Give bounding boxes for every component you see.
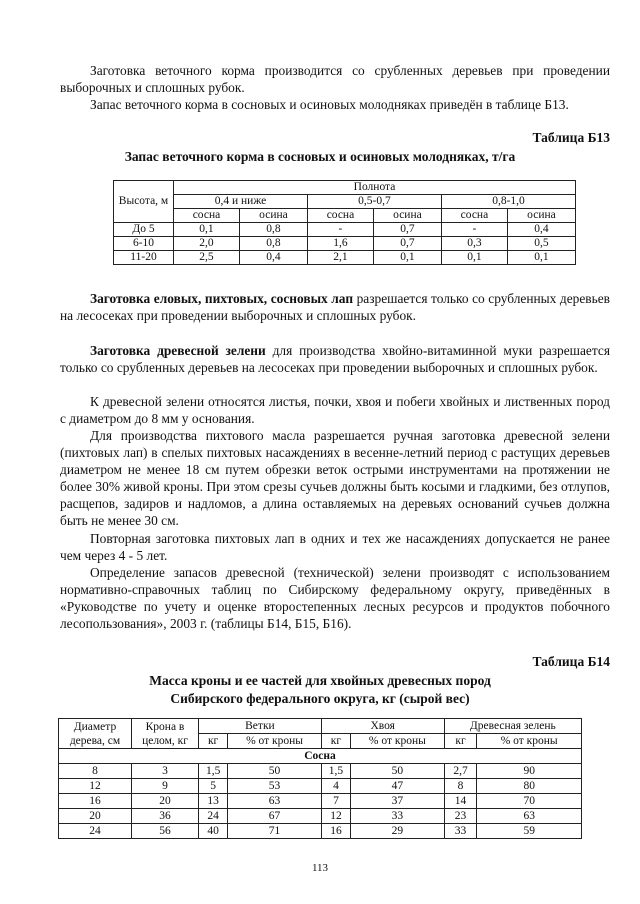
- b14-crown-header: Крона в целом, кг: [132, 719, 199, 749]
- b13-sub-header: осина: [373, 209, 441, 223]
- b13-sub-header: сосна: [174, 209, 240, 223]
- cell: -: [307, 223, 373, 237]
- b14-pct-header: % от кроны: [351, 734, 445, 749]
- b13-sub-header: осина: [239, 209, 307, 223]
- cell: 0,8: [239, 237, 307, 251]
- cell: 47: [351, 779, 445, 794]
- cell: 80: [477, 779, 582, 794]
- b14-kg-header: кг: [321, 734, 350, 749]
- cell: 0,4: [239, 251, 307, 265]
- cell: 90: [477, 764, 582, 779]
- table-row: [59, 824, 582, 839]
- cell: 59: [477, 824, 582, 839]
- table-b14-title-line-2: Сибирского федерального округа, кг (сырой вес): [170, 691, 470, 706]
- paragraph-5: Повторная заготовка пихтовых лап в одних и тех же насаждениях допускается не ранее чем через 4 - 5 лет.: [60, 531, 610, 563]
- cell: 0,4: [507, 223, 575, 237]
- cell: 36: [132, 809, 199, 824]
- table-row: [59, 794, 582, 809]
- paragraph-lapy: [60, 290, 610, 324]
- cell: 14: [444, 794, 477, 809]
- cell: 71: [228, 824, 322, 839]
- cell: 16: [321, 824, 350, 839]
- cell: 0,7: [373, 223, 441, 237]
- cell: 37: [351, 794, 445, 809]
- cell: 2,7: [444, 764, 477, 779]
- cell: 12: [59, 779, 132, 794]
- b14-zelen-header: Древесная зелень: [444, 719, 581, 734]
- cell: 5: [199, 779, 228, 794]
- b14-pct-header: % от кроны: [477, 734, 582, 749]
- cell: 3: [132, 764, 199, 779]
- b14-hvoya-header: Хвоя: [321, 719, 444, 734]
- b13-sub-header: сосна: [441, 209, 507, 223]
- cell: 8: [444, 779, 477, 794]
- table-b13-label: Таблица Б13: [532, 130, 610, 145]
- b13-group-header: 0,8-1,0: [441, 195, 575, 209]
- cell: 0,8: [239, 223, 307, 237]
- cell: 33: [444, 824, 477, 839]
- cell: 7: [321, 794, 350, 809]
- cell: 67: [228, 809, 322, 824]
- cell: 1,5: [321, 764, 350, 779]
- cell: 20: [59, 809, 132, 824]
- table-b14: [58, 718, 582, 839]
- cell: 2,1: [307, 251, 373, 265]
- paragraph-6: Определение запасов древесной (технической) зелени производят с использованием нормативно-справочных таблиц по Сибирскому федеральному округу, приведённых в «Руководстве по учету и оценке второстепенных лесных ресурсов и продуктов побочного лесопользования», 2003 г. (таблицы Б14, Б15, Б16).: [60, 565, 610, 631]
- cell: 4: [321, 779, 350, 794]
- b13-sub-header: осина: [507, 209, 575, 223]
- cell: 63: [228, 794, 322, 809]
- b14-vetki-header: Ветки: [199, 719, 322, 734]
- cell: 6-10: [114, 237, 174, 251]
- b14-kg-header: кг: [199, 734, 228, 749]
- intro-paragraph-2: Запас веточного корма в сосновых и осиновых молодняках приведён в таблице Б13.: [90, 97, 569, 112]
- cell: 0,1: [441, 251, 507, 265]
- cell: 50: [351, 764, 445, 779]
- cell: 50: [228, 764, 322, 779]
- table-row: [114, 251, 576, 265]
- cell: 0,1: [373, 251, 441, 265]
- cell: 24: [59, 824, 132, 839]
- cell: 23: [444, 809, 477, 824]
- cell: 1,6: [307, 237, 373, 251]
- paragraph-zelen-bold: Заготовка древесной зелени: [90, 343, 266, 358]
- cell: 8: [59, 764, 132, 779]
- cell: До 5: [114, 223, 174, 237]
- intro-paragraph-1: Заготовка веточного корма производится со срубленных деревьев при проведении выборочных и сплошных рубок.: [60, 63, 610, 95]
- paragraph-lapy-bold: Заготовка еловых, пихтовых, сосновых лап: [90, 291, 354, 306]
- table-b14-label: Таблица Б14: [532, 654, 610, 669]
- b13-density-header: Полнота: [174, 181, 576, 195]
- cell: 9: [132, 779, 199, 794]
- cell: 56: [132, 824, 199, 839]
- paragraph-zelen: [60, 342, 610, 376]
- cell: 0,1: [174, 223, 240, 237]
- b13-sub-header: сосна: [307, 209, 373, 223]
- paragraph-lapy-text: разрешается только со срубленных деревьев на лесосеках при проведении выборочных и сплошных рубок.: [60, 291, 611, 323]
- table-row: [114, 223, 576, 237]
- cell: 13: [199, 794, 228, 809]
- table-b13: [113, 180, 576, 265]
- cell: 2,5: [174, 251, 240, 265]
- cell: 70: [477, 794, 582, 809]
- b13-group-header: 0,4 и ниже: [174, 195, 308, 209]
- table-row: [59, 809, 582, 824]
- cell: 0,3: [441, 237, 507, 251]
- table-row: [59, 764, 582, 779]
- cell: 0,5: [507, 237, 575, 251]
- paragraph-4: Для производства пихтового масла разрешается ручная заготовка древесной зелени (пихтовых лап) в спелых пихтовых насаждениях в весенне-летний период с растущих деревьев диаметром не менее 18 см путем обрезки веток острыми инструментами на протяжении не более 30% живой кроны. При этом срезы сучьев должны быть косыми и гладкими, без отлупов, расщепов, задиров и надломов, а длина оставляемых на деревьях оснований сучьев должна быть не менее 30 см.: [60, 428, 610, 528]
- cell: -: [441, 223, 507, 237]
- table-b14-title-line-1: Масса кроны и ее частей для хвойных древесных пород: [149, 673, 491, 688]
- cell: 20: [132, 794, 199, 809]
- table-row: [59, 779, 582, 794]
- b13-height-header: Высота, м: [114, 181, 174, 223]
- paragraph-zelen-text: для производства хвойно-витаминной муки разрешается только со срубленных деревьев на лесосеках при проведении выборочных и сплошных рубок.: [60, 343, 610, 375]
- cell: 33: [351, 809, 445, 824]
- cell: 29: [351, 824, 445, 839]
- b14-pct-header: % от кроны: [228, 734, 322, 749]
- cell: 0,7: [373, 237, 441, 251]
- cell: 40: [199, 824, 228, 839]
- cell: 1,5: [199, 764, 228, 779]
- cell: 53: [228, 779, 322, 794]
- b13-group-header: 0,5-0,7: [307, 195, 441, 209]
- b14-kg-header: кг: [444, 734, 477, 749]
- b14-species-row: Сосна: [59, 749, 582, 764]
- cell: 24: [199, 809, 228, 824]
- page-number: 113: [311, 862, 329, 874]
- table-row: [114, 237, 576, 251]
- cell: 12: [321, 809, 350, 824]
- cell: 2,0: [174, 237, 240, 251]
- table-b13-title: Запас веточного корма в сосновых и осиновых молодняках, т/га: [124, 149, 516, 164]
- cell: 16: [59, 794, 132, 809]
- cell: 11-20: [114, 251, 174, 265]
- b14-diameter-header: Диаметр дерева, см: [59, 719, 132, 749]
- cell: 0,1: [507, 251, 575, 265]
- paragraph-3: К древесной зелени относятся листья, почки, хвоя и побеги хвойных и лиственных пород с диаметром до 8 мм у основания.: [60, 394, 610, 426]
- cell: 63: [477, 809, 582, 824]
